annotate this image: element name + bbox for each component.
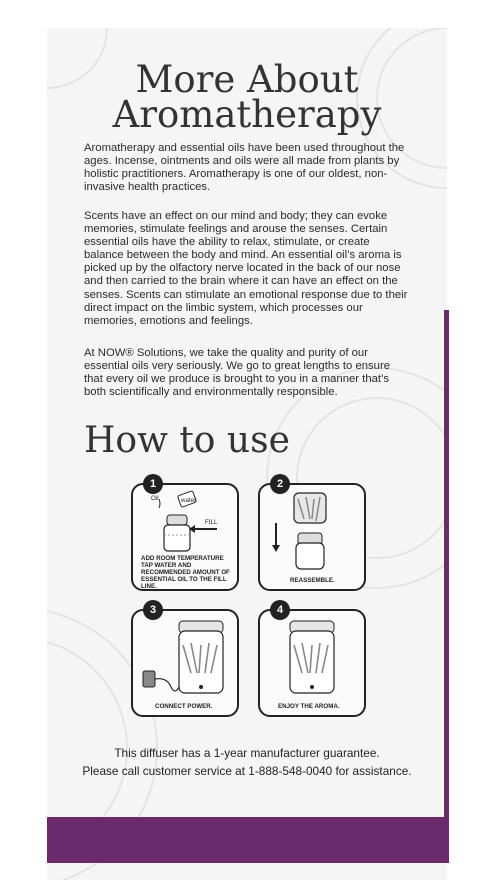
guarantee-text: This diffuser has a 1-year manufacturer guarantee.: [114, 746, 380, 760]
oil-label: Oil: [151, 495, 159, 502]
step-2-caption: REASSEMBLE.: [290, 577, 335, 584]
paragraph-intro: Aromatherapy and essential oils have been used throughout the ages. Incense, ointments and oils were all made from plants by holistic practitioners. Aromatherapy is one of our oldest, non-invasive health practices.: [84, 142, 405, 194]
step-3-number: 3: [143, 600, 163, 620]
title-line-2: Aromatherapy: [112, 93, 382, 136]
step-1-panel: [131, 483, 239, 591]
step-4-caption: ENJOY THE AROMA.: [278, 703, 340, 710]
step-1-caption: ADD ROOM TEMPERATURE TAP WATER AND RECOMMENDED AMOUNT OF ESSENTIAL OIL TO THE FILL LINE.: [141, 555, 230, 590]
water-label: water: [181, 497, 197, 504]
how-to-use-heading: How to use: [84, 420, 290, 461]
fill-label: FILL: [205, 519, 218, 526]
step-4-panel: [258, 609, 366, 717]
customer-service-text: Please call customer service at 1-888-548-0040 for assistance.: [82, 764, 412, 778]
purple-bottom-bar: [47, 817, 449, 863]
reassemble-illustration: [260, 485, 364, 589]
step-3-panel: [131, 609, 239, 717]
paragraph-quality: At NOW® Solutions, we take the quality and purity of our essential oils very seriously. We go to great lengths to ensure that every oil we produce is brought to you in a manner that’s both scientifically and environmentally responsible.: [84, 347, 391, 399]
title-line-1: More About: [135, 58, 359, 101]
page-title: [47, 58, 447, 136]
step-2-panel: [258, 483, 366, 591]
connect-power-illustration: [133, 611, 237, 715]
enjoy-aroma-illustration: [260, 611, 364, 715]
step-1-number: 1: [143, 474, 163, 494]
paragraph-scents: Scents have an effect on our mind and body; they can evoke memories, stimulate feelings and arouse the senses. Certain essential oils have the ability to relax, stimulate, or create balance between the body and mind. An essential oil’s aroma is picked up by the olfactory nerve located in the back of our nose and then carried to the brain where it can have an effect on the senses. Scents can stimulate an emotional response due to their direct impact on the limbic system, which processes our memories, emotions and feelings.: [84, 210, 408, 327]
step-3-caption: CONNECT POWER.: [155, 703, 213, 710]
step-4-number: 4: [270, 600, 290, 620]
step-2-number: 2: [270, 474, 290, 494]
